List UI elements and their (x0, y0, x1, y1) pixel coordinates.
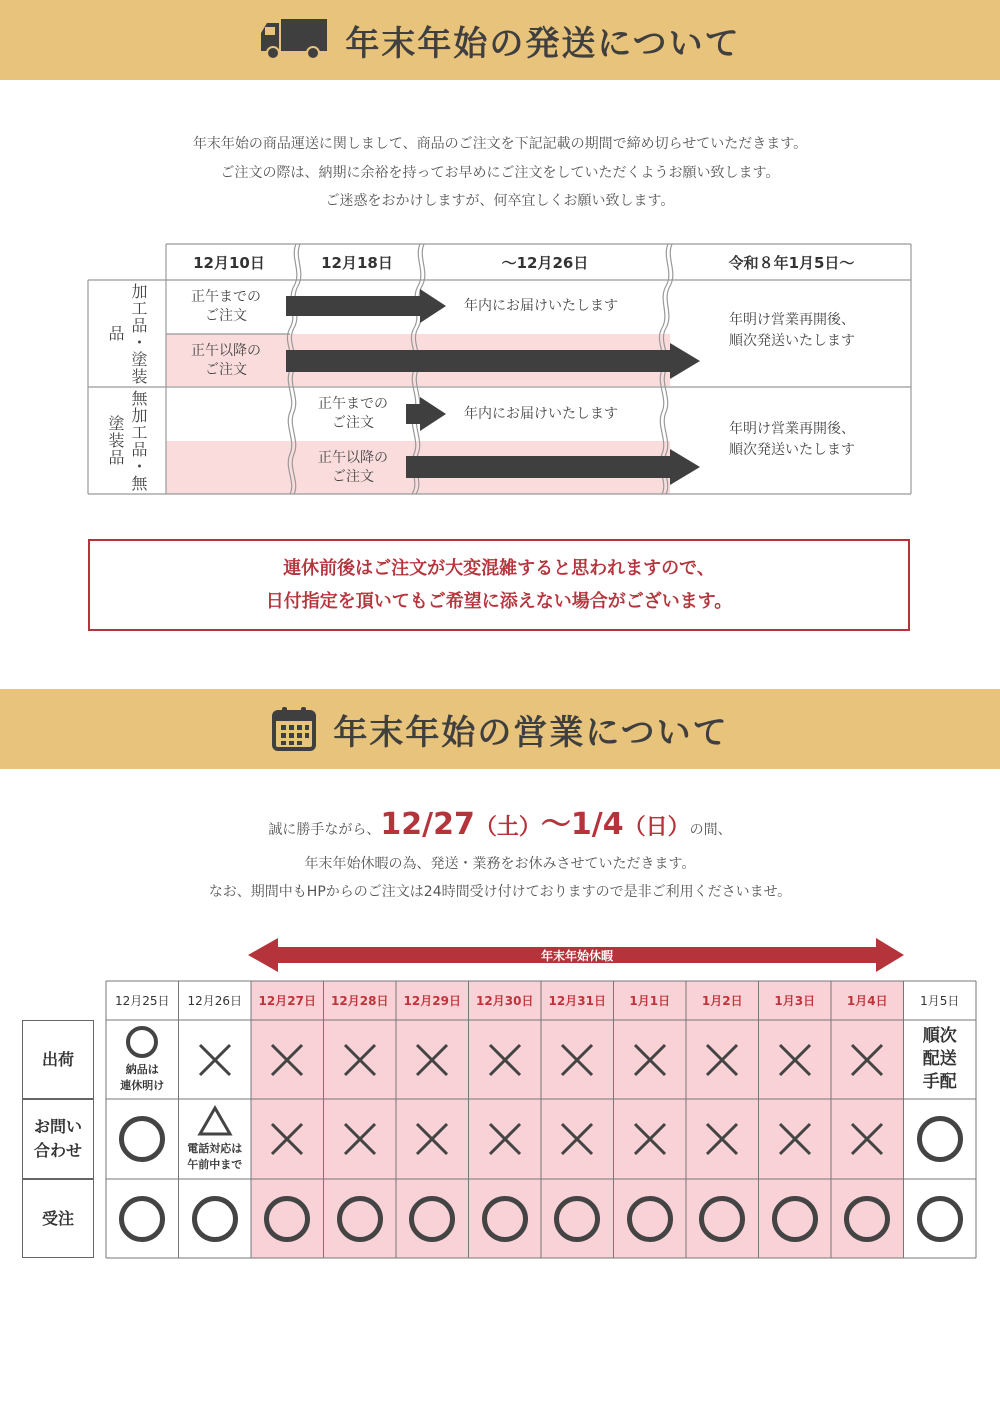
schedule-row-label: お問い 合わせ (22, 1099, 94, 1179)
schedule-cell (541, 1020, 614, 1099)
schedule-cell (396, 1020, 469, 1099)
cross-mark-icon (559, 1121, 595, 1157)
schedule-cell (324, 1020, 397, 1099)
order-before-noon: 正午までの ご注文 (191, 289, 261, 324)
circle-mark-icon (917, 1196, 963, 1242)
schedule-cell (541, 1179, 614, 1258)
schedule-cell (614, 1020, 687, 1099)
period-end: 1/4 (570, 807, 624, 842)
circle-mark-icon (264, 1196, 310, 1242)
new-year-text: 年明け営業再開後、 順次発送いたします (729, 421, 855, 458)
business-intro (0, 805, 1000, 906)
schedule-cell (614, 1179, 687, 1258)
schedule-date-header: 12月31日 (548, 994, 606, 1008)
header-date: 12月18日 (321, 253, 393, 272)
order-before-noon: 正午までの ご注文 (318, 396, 388, 431)
period-start: 12/27 (380, 807, 475, 842)
schedule-date-header: 1月2日 (701, 994, 743, 1008)
new-year-text: 年明け営業再開後、 順次発送いたします (729, 312, 855, 349)
circle-mark-icon (699, 1196, 745, 1242)
schedule-cell (396, 1179, 469, 1258)
schedule-cell (831, 1020, 904, 1099)
schedule-date-header: 1月5日 (920, 994, 960, 1008)
period-start-day: （土） (474, 815, 541, 840)
circle-mark-icon (482, 1196, 528, 1242)
schedule-cell (686, 1179, 759, 1258)
cross-mark-icon (559, 1042, 595, 1078)
business-title: 年末年始の営業について (333, 712, 729, 753)
schedule-date-header: 12月29日 (403, 994, 461, 1008)
schedule-cell (686, 1099, 759, 1179)
schedule-date-header: 12月27日 (258, 994, 316, 1008)
schedule-cell (396, 1099, 469, 1179)
calendar-icon (271, 706, 317, 752)
period-end-day: （日） (623, 815, 690, 840)
cross-mark-icon (342, 1121, 378, 1157)
schedule-cell (469, 1179, 542, 1258)
schedule-date-header: 12月26日 (187, 994, 243, 1008)
schedule-cell (179, 1099, 252, 1179)
cross-mark-icon (197, 1042, 233, 1078)
cross-mark-icon (777, 1042, 813, 1078)
schedule-cell (614, 1099, 687, 1179)
group-label-text: 無加工品・無塗装品 (106, 389, 148, 492)
circle-mark-icon (844, 1196, 890, 1242)
schedule-cell (106, 1020, 179, 1099)
intro-suffix: の間、 (689, 822, 732, 838)
group-label (88, 387, 166, 494)
schedule-cell (179, 1179, 252, 1258)
schedule-date-header: 1月3日 (774, 994, 816, 1008)
cross-mark-icon (342, 1042, 378, 1078)
period-line (0, 805, 1000, 850)
schedule-cell (759, 1099, 832, 1179)
intro-line: ご注文の際は、納期に余裕を持ってお早めにご注文をしていただくようお願い致します。 (220, 164, 780, 181)
schedule-date-header: 12月28日 (331, 994, 389, 1008)
schedule-date-header: 1月4日 (846, 994, 888, 1008)
schedule-cell (904, 1179, 977, 1258)
schedule-cell (179, 1020, 252, 1099)
schedule-cell (831, 1179, 904, 1258)
cross-mark-icon (487, 1042, 523, 1078)
intro-line: ご迷惑をおかけしますが、何卒宜しくお願い致します。 (325, 193, 675, 209)
circle-mark-icon (917, 1116, 963, 1162)
cross-mark-icon (632, 1121, 668, 1157)
congestion-notice (88, 539, 910, 631)
header-date: 令和８年1月5日～ (728, 253, 855, 272)
circle-mark-icon (126, 1026, 158, 1058)
within-year-text: 年内にお届けいたします (464, 405, 618, 422)
within-year-text: 年内にお届けいたします (464, 297, 618, 314)
cross-mark-icon (849, 1121, 885, 1157)
intro-prefix: 誠に勝手ながら、 (268, 822, 381, 838)
schedule-cell (106, 1099, 179, 1179)
schedule-cell (324, 1179, 397, 1258)
circle-mark-icon (192, 1196, 238, 1242)
group-label (88, 280, 166, 387)
schedule-row-label: 受注 (22, 1179, 94, 1258)
cross-mark-icon (704, 1121, 740, 1157)
schedule-date-header: 12月30日 (476, 994, 534, 1008)
circle-mark-icon (119, 1196, 165, 1242)
schedule-date-header: 1月1日 (629, 994, 671, 1008)
schedule-cell (324, 1099, 397, 1179)
cross-mark-icon (777, 1121, 813, 1157)
intro-line: 年末年始の商品運送に関しまして、商品のご注文を下記記載の期間で締め切らせていただきます。 (192, 136, 808, 152)
circle-mark-icon (409, 1196, 455, 1242)
schedule-note: 電話対応は 午前中まで (187, 1142, 243, 1171)
shipping-title: 年末年始の発送について (345, 23, 741, 64)
schedule-cell (904, 1099, 977, 1179)
schedule-cell (831, 1099, 904, 1179)
cross-mark-icon (632, 1042, 668, 1078)
header-date: ～12月26日 (501, 253, 589, 272)
cross-mark-icon (414, 1121, 450, 1157)
schedule-cell (759, 1020, 832, 1099)
notice-line: 連休前後はご注文が大変混雑すると思われますので、 (283, 558, 715, 579)
schedule-cell (541, 1099, 614, 1179)
schedule-cell (469, 1099, 542, 1179)
schedule-note: 順次 配送 手配 (922, 1026, 957, 1092)
intro-line: なお、期間中もHPからのご注文は24時間受け付けておりますので是非ご利用くださいませ。 (208, 884, 792, 900)
circle-mark-icon (119, 1116, 165, 1162)
notice-line: 日付指定を頂いてもご希望に添えない場合がございます。 (265, 591, 733, 612)
schedule-row-label: 出荷 (22, 1020, 94, 1099)
cross-mark-icon (269, 1121, 305, 1157)
triangle-mark-icon (197, 1105, 233, 1137)
schedule-cell (106, 1179, 179, 1258)
schedule-cell (686, 1020, 759, 1099)
business-banner (0, 689, 1000, 769)
cross-mark-icon (704, 1042, 740, 1078)
schedule-cell (251, 1179, 324, 1258)
period-sep: ～ (540, 807, 571, 842)
circle-mark-icon (772, 1196, 818, 1242)
order-after-noon: 正午以降の ご注文 (191, 343, 261, 378)
circle-mark-icon (554, 1196, 600, 1242)
schedule-note: 納品は 連休明け (120, 1062, 165, 1092)
schedule-cell (904, 1020, 977, 1099)
circle-mark-icon (627, 1196, 673, 1242)
cross-mark-icon (414, 1042, 450, 1078)
cross-mark-icon (487, 1121, 523, 1157)
order-after-noon: 正午以降の ご注文 (318, 450, 388, 485)
schedule-date-header: 12月25日 (114, 994, 170, 1008)
schedule-cell (251, 1020, 324, 1099)
schedule-cell (469, 1020, 542, 1099)
intro-line: 年末年始休暇の為、発送・業務をお休みさせていただきます。 (304, 856, 696, 872)
header-date: 12月10日 (193, 253, 265, 272)
cross-mark-icon (849, 1042, 885, 1078)
holiday-label: 年末年始休暇 (540, 948, 613, 963)
cross-mark-icon (269, 1042, 305, 1078)
schedule-cell (759, 1179, 832, 1258)
group-label-text: 加工品・塗装品 (106, 282, 148, 385)
circle-mark-icon (337, 1196, 383, 1242)
schedule-cell (251, 1099, 324, 1179)
